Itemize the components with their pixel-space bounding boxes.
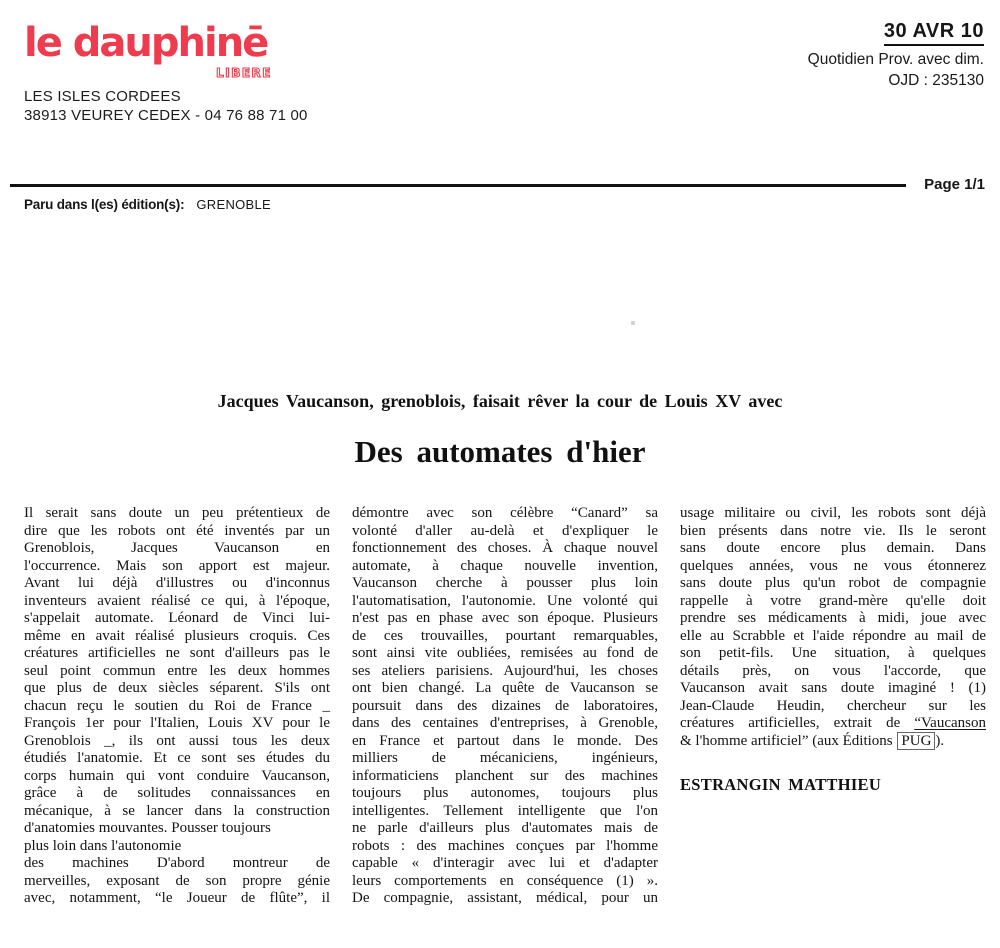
article-line: Grenoblois _, ils ont aussi tous les deux — [24, 732, 330, 749]
ojd-number: OJD : 235130 — [888, 72, 984, 89]
article-line: l'occurrence. Mais son apport est majeur. — [24, 557, 330, 574]
article-line: chacun reçu le soutien du Roi de France _ — [24, 697, 330, 714]
article-line: de ces trouvailles, pourtant remarquables, — [352, 627, 658, 644]
article-line: sont ainsi vite oubliées, remisées au fond de — [352, 645, 658, 661]
article-line: De compagnie, assistant, médical, pour un — [352, 890, 658, 906]
article-line: que plus de deux siècles séparent. S'ils ont — [24, 680, 330, 696]
article-line: s'appelait automate. Léonard de Vinci lui- — [24, 610, 330, 626]
article-line: François 1er pour l'Italien, Louis XV pour le — [24, 715, 330, 731]
article-line: Vaucanson avait sans doute imaginé ! (1) — [680, 680, 986, 696]
address-line-2: 38913 VEUREY CEDEX - 04 76 88 71 00 — [24, 107, 308, 124]
article-line: des machines D'abord montreur de — [24, 855, 330, 871]
article-line: toujours plus autonomes, toujours plus — [352, 785, 658, 801]
article-line: bien présents dans notre vie. Ils le seront — [680, 522, 986, 539]
pug-highlight-box: PUG — [897, 732, 935, 750]
article-line: même en avait réalisé plusieurs croquis. Ces — [24, 627, 330, 644]
article-line: leurs comportements en conséquence (1) ». — [352, 872, 658, 889]
editions-label: Paru dans l(es) édition(s): — [24, 197, 185, 212]
article-line: dire que les robots ont été inventés par un — [24, 522, 330, 539]
periodicity: Quotidien Prov. avec dim. — [807, 51, 984, 68]
article-column-3 — [680, 505, 986, 908]
article-line: détails près, on vous l'accorde, que — [680, 662, 986, 679]
article-line: étudiés l'anatomie. Et ce sont ses études du — [24, 750, 330, 766]
article-line: Grenoblois, Jacques Vaucanson en — [24, 540, 330, 556]
issue-info — [808, 20, 984, 88]
article-line: inventeurs avaient réalisé ce qui, à l'époque, — [24, 592, 330, 609]
libere-logo-subtext: LIBERE — [216, 66, 272, 80]
article-line: démontre avec son célèbre “Canard” sa — [352, 505, 658, 521]
scan-artifact-dot — [631, 321, 635, 325]
article-line: prendre ses médicaments à midi, joue avec — [680, 610, 986, 626]
article-line: ne parle d'ailleurs plus d'automates mais de — [352, 820, 658, 836]
author-byline: ESTRANGIN MATTHIEU — [680, 775, 882, 794]
article-line: Vaucanson cherche à pousser plus loin — [352, 575, 658, 591]
article-line: corps humain qui vont conduire Vaucanson, — [24, 767, 330, 784]
article-line: Il serait sans doute un peu prétentieux de — [24, 505, 330, 521]
article-line: merveilles, exposant de son propre génie — [24, 872, 330, 889]
article-line: créatures artificielles, extrait de “Vaucanson — [680, 715, 986, 731]
article-body — [24, 505, 986, 908]
article-line: ses ateliers parisiens. Aujourd'hui, les choses — [352, 662, 658, 679]
publisher-address — [24, 87, 308, 125]
article-line: quelques années, vous ne vous étonnerez — [680, 557, 986, 574]
article-line: dans des centaines d'entreprises, à Grenoble, — [352, 715, 658, 731]
article-line: usage militaire ou civil, les robots sont déjà — [680, 505, 986, 521]
article-line: ont bien changé. La quête de Vaucanson se — [352, 680, 658, 696]
article-line: en France et partout dans le monde. Des — [352, 732, 658, 749]
article-line: créatures artificielles ne sont d'ailleurs pas le — [24, 645, 330, 661]
address-line-1: LES ISLES CORDEES — [24, 88, 181, 105]
article-column-3-lines — [680, 505, 986, 750]
article-line: n'est pas en phase avec son époque. Plusieurs — [352, 610, 658, 626]
article-line: capable « d'interagir avec lui et d'adapter — [352, 855, 658, 871]
article-line: grâce à de solitudes connaissances en — [24, 785, 330, 801]
issue-date: 30 AVR 10 — [884, 20, 984, 46]
article-line: robots : des machines conçues par l'homme — [352, 837, 658, 854]
article-line: volonté d'aller au-delà et d'expliquer le — [352, 522, 658, 539]
article-column-2 — [352, 505, 658, 908]
article-title: Des automates d'hier — [354, 434, 646, 469]
article-line: elle au Scrabble et l'aide répondre au mail de — [680, 627, 986, 644]
article-line: son petit-fils. Une situation, à quelques — [680, 645, 986, 661]
article-line: seul point commun entre les deux hommes — [24, 662, 330, 679]
underlined-text: “Vaucanson — [914, 715, 986, 731]
horizontal-rule — [10, 184, 906, 187]
article-line: intelligentes. Tellement intelligente que l'on — [352, 802, 658, 819]
article-line: informaticiens planchent sur des machines — [352, 767, 658, 784]
page-number: Page 1/1 — [924, 176, 985, 193]
article-line: Jean-Claude Heudin, chercheur sur les — [680, 697, 986, 714]
article-line: d'anatomies mouvantes. Pousser toujours — [24, 820, 271, 836]
article-kicker: Jacques Vaucanson, grenoblois, faisait rêver la cour de Louis XV avec — [217, 391, 783, 411]
article-line: mécanique, à se lancer dans la construction — [24, 802, 330, 819]
article-line: milliers de mécaniciens, ingénieurs, — [352, 750, 658, 766]
article-line: Avant lui déjà d'illustres ou d'inconnus — [24, 575, 330, 591]
le-dauphine-logo: le dauphinē — [24, 20, 268, 66]
article-line: automate, à chaque nouvelle invention, — [352, 557, 658, 574]
article-line: avec, notamment, “le Joueur de flûte”, il — [24, 890, 330, 906]
article-line: l'automatisation, l'autonomie. Une volonté qui — [352, 592, 658, 609]
article-line: fonctionnement des choses. À chaque nouvel — [352, 540, 658, 556]
editions-row — [24, 197, 271, 212]
article-line: sans doute plus qu'un robot de compagnie — [680, 575, 986, 591]
article-line: poursuit dans des dizaines de laboratoires, — [352, 697, 658, 714]
article-line: plus loin dans l'autonomie — [24, 837, 182, 854]
article-line: & l'homme artificiel” (aux Éditions PUG ). — [680, 732, 945, 749]
article-line: rappelle à votre grand-mère qu'elle doit — [680, 592, 986, 609]
article-column-1 — [24, 505, 330, 908]
article-line: sans doute encore plus demain. Dans — [680, 540, 986, 556]
editions-value: GRENOBLE — [196, 197, 272, 212]
